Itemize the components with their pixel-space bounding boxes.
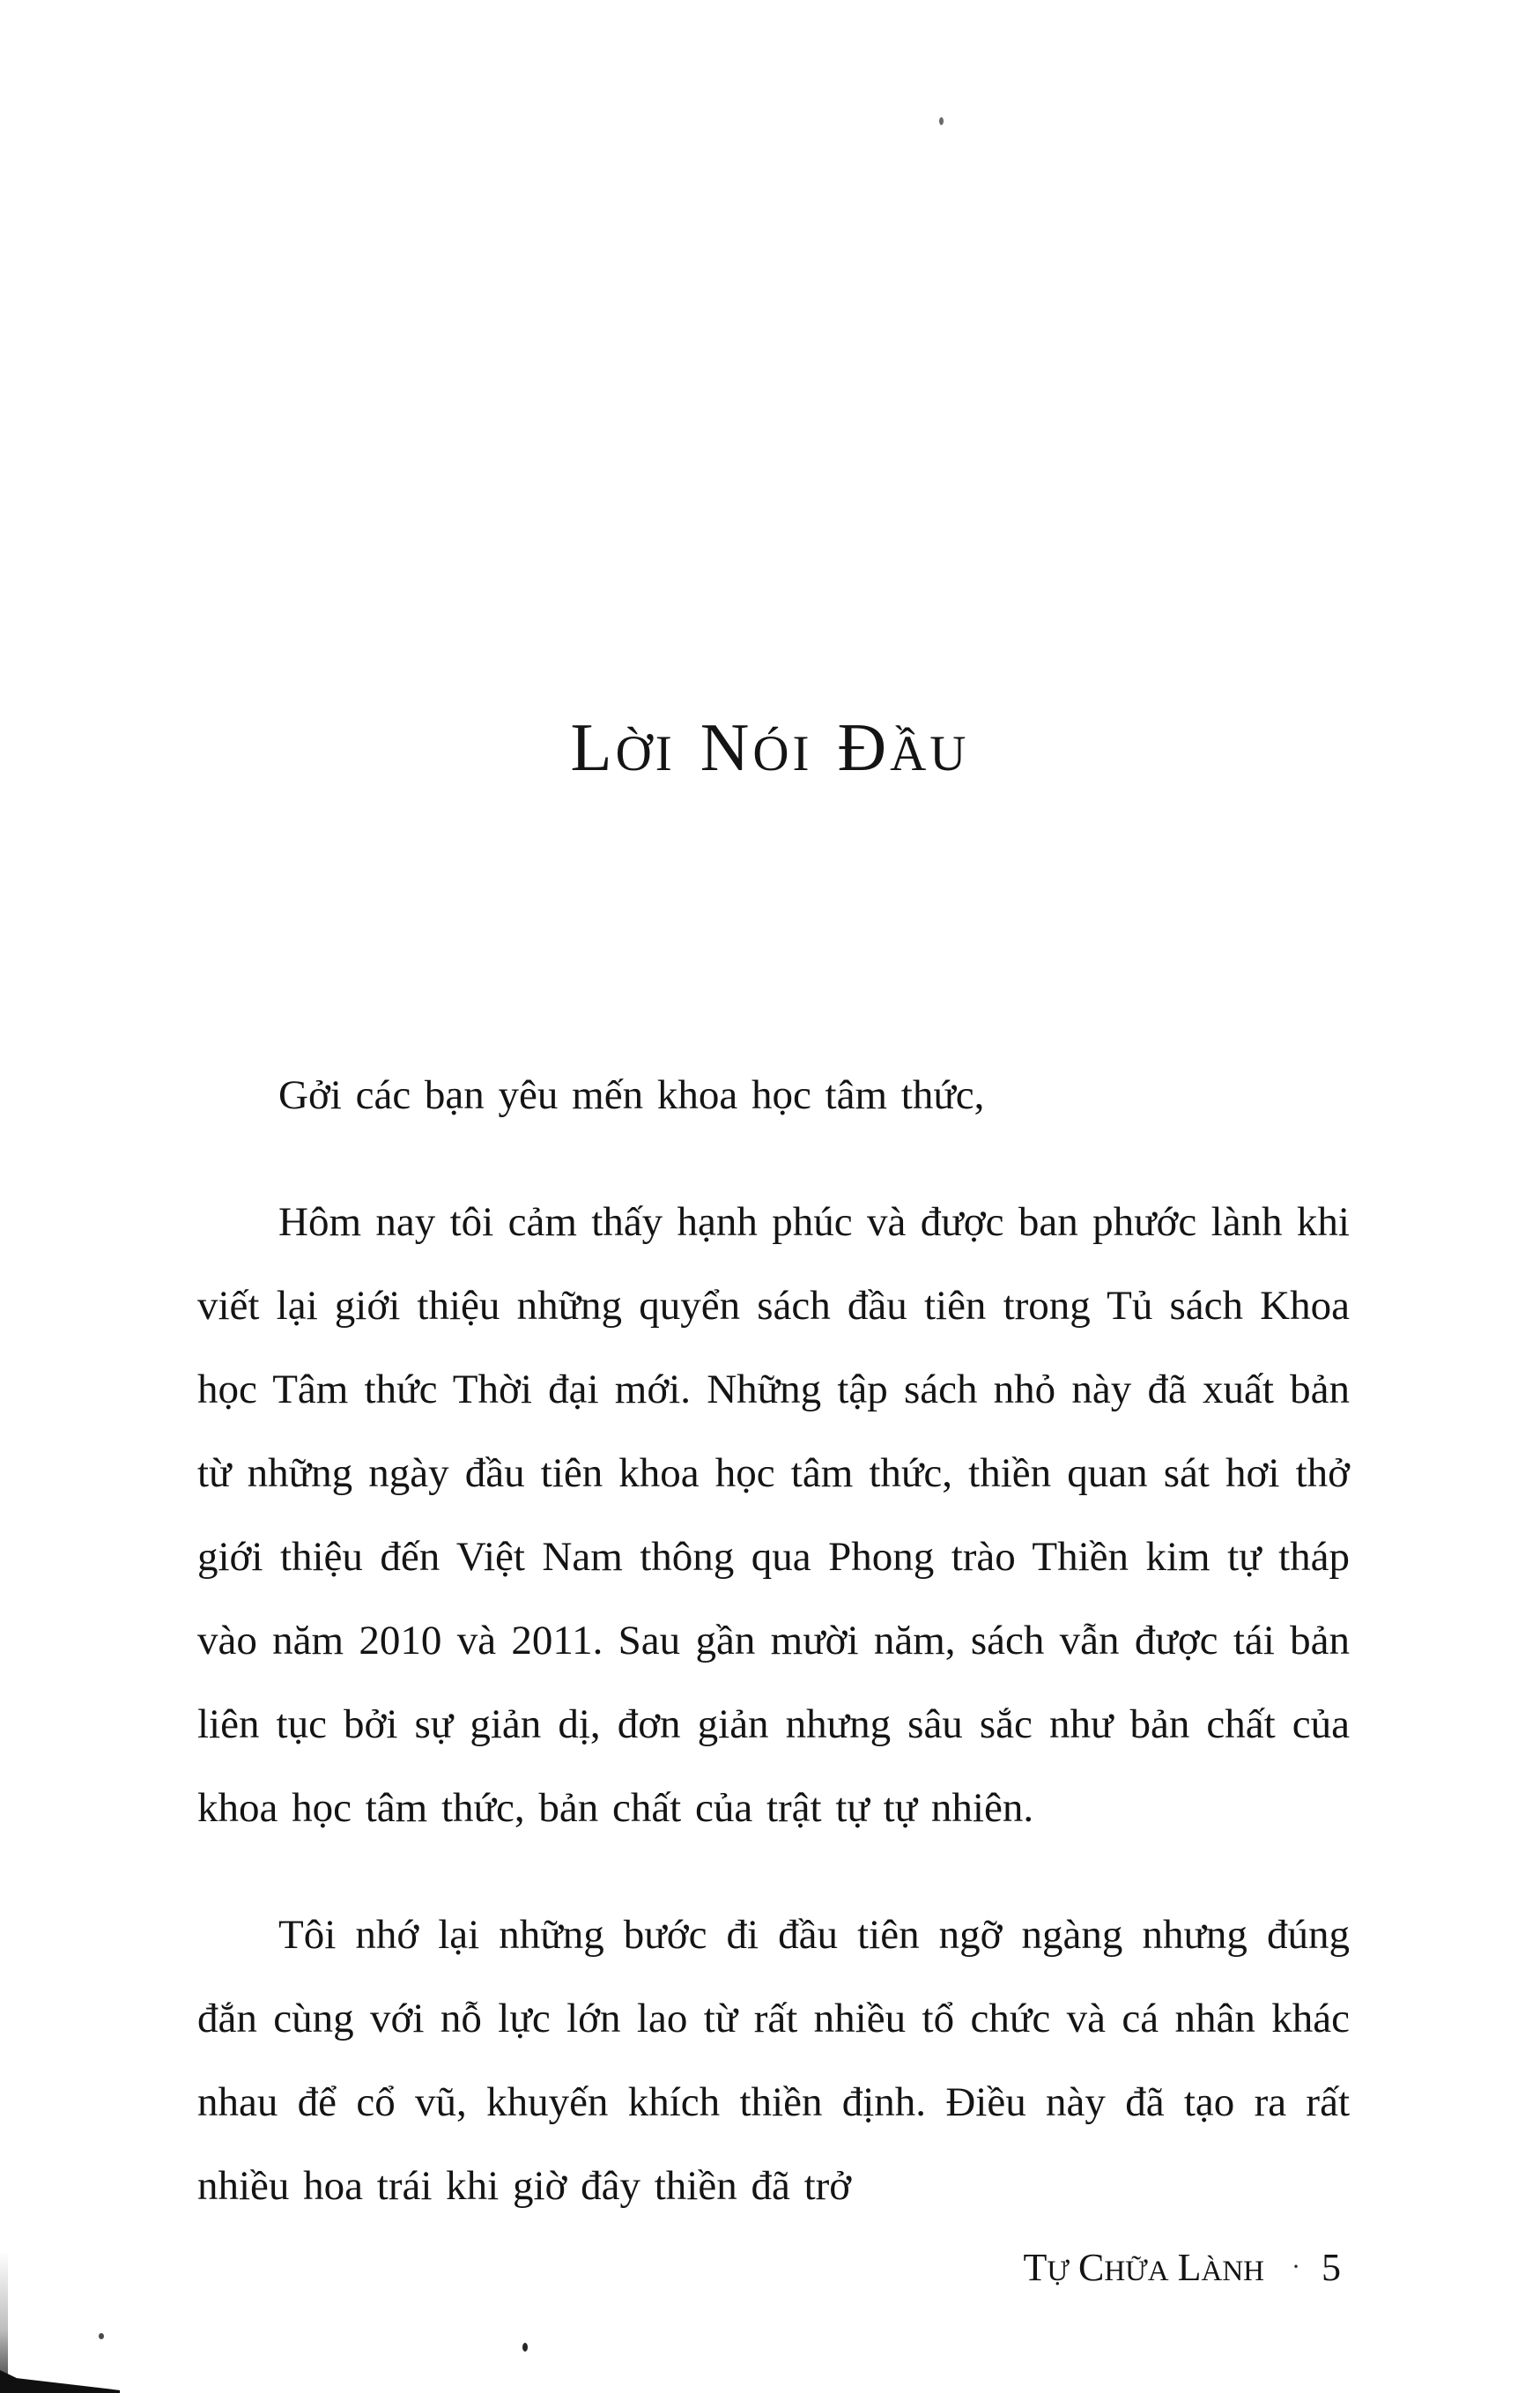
footer-book-title: TỰ CHỮA LÀNH xyxy=(1023,2246,1264,2289)
scan-speck xyxy=(99,2333,104,2339)
footer-separator-dot: · xyxy=(1292,2252,1300,2281)
paragraph-salutation: Gởi các bạn yêu mến khoa học tâm thức, xyxy=(278,1072,985,1118)
paragraph-body-1: Hôm nay tôi cảm thấy hạnh phúc và được ban phước lành khi viết lại giới thiệu những quyển sách đầu tiên trong Tủ sách Khoa học Tâm thức Thời đại mới. Những tập sách nhỏ này đã xuất bản từ những ngày đầu tiên khoa học tâm thức, thiền quan sát hơi thở giới thiệu đến Việt Nam thông qua Phong trào Thiền kim tự tháp vào năm 2010 và 2011. Sau gần mười năm, sách vẫn được tái bản liên tục bởi sự giản dị, đơn giản nhưng sâu sắc như bản chất của khoa học tâm thức, bản chất của trật tự tự nhiên. xyxy=(197,1199,1350,1831)
body-text xyxy=(197,1054,1350,2228)
scan-speck xyxy=(522,2343,528,2352)
chapter-title: LỜI NÓI ĐẦU xyxy=(570,709,970,786)
footer-page-number: 5 xyxy=(1322,2246,1341,2289)
scan-speck xyxy=(939,117,944,125)
paragraph-body-2: Tôi nhớ lại những bước đi đầu tiên ngỡ ngàng nhưng đúng đắn cùng với nỗ lực lớn lao từ rất nhiều tổ chức và cá nhân khác nhau để cổ vũ, khuyến khích thiền định. Điều này đã tạo ra rất nhiều hoa trái khi giờ đây thiền đã trở xyxy=(197,1912,1350,2209)
page-footer xyxy=(1018,2246,1341,2298)
scan-corner-shadow xyxy=(0,2370,120,2393)
